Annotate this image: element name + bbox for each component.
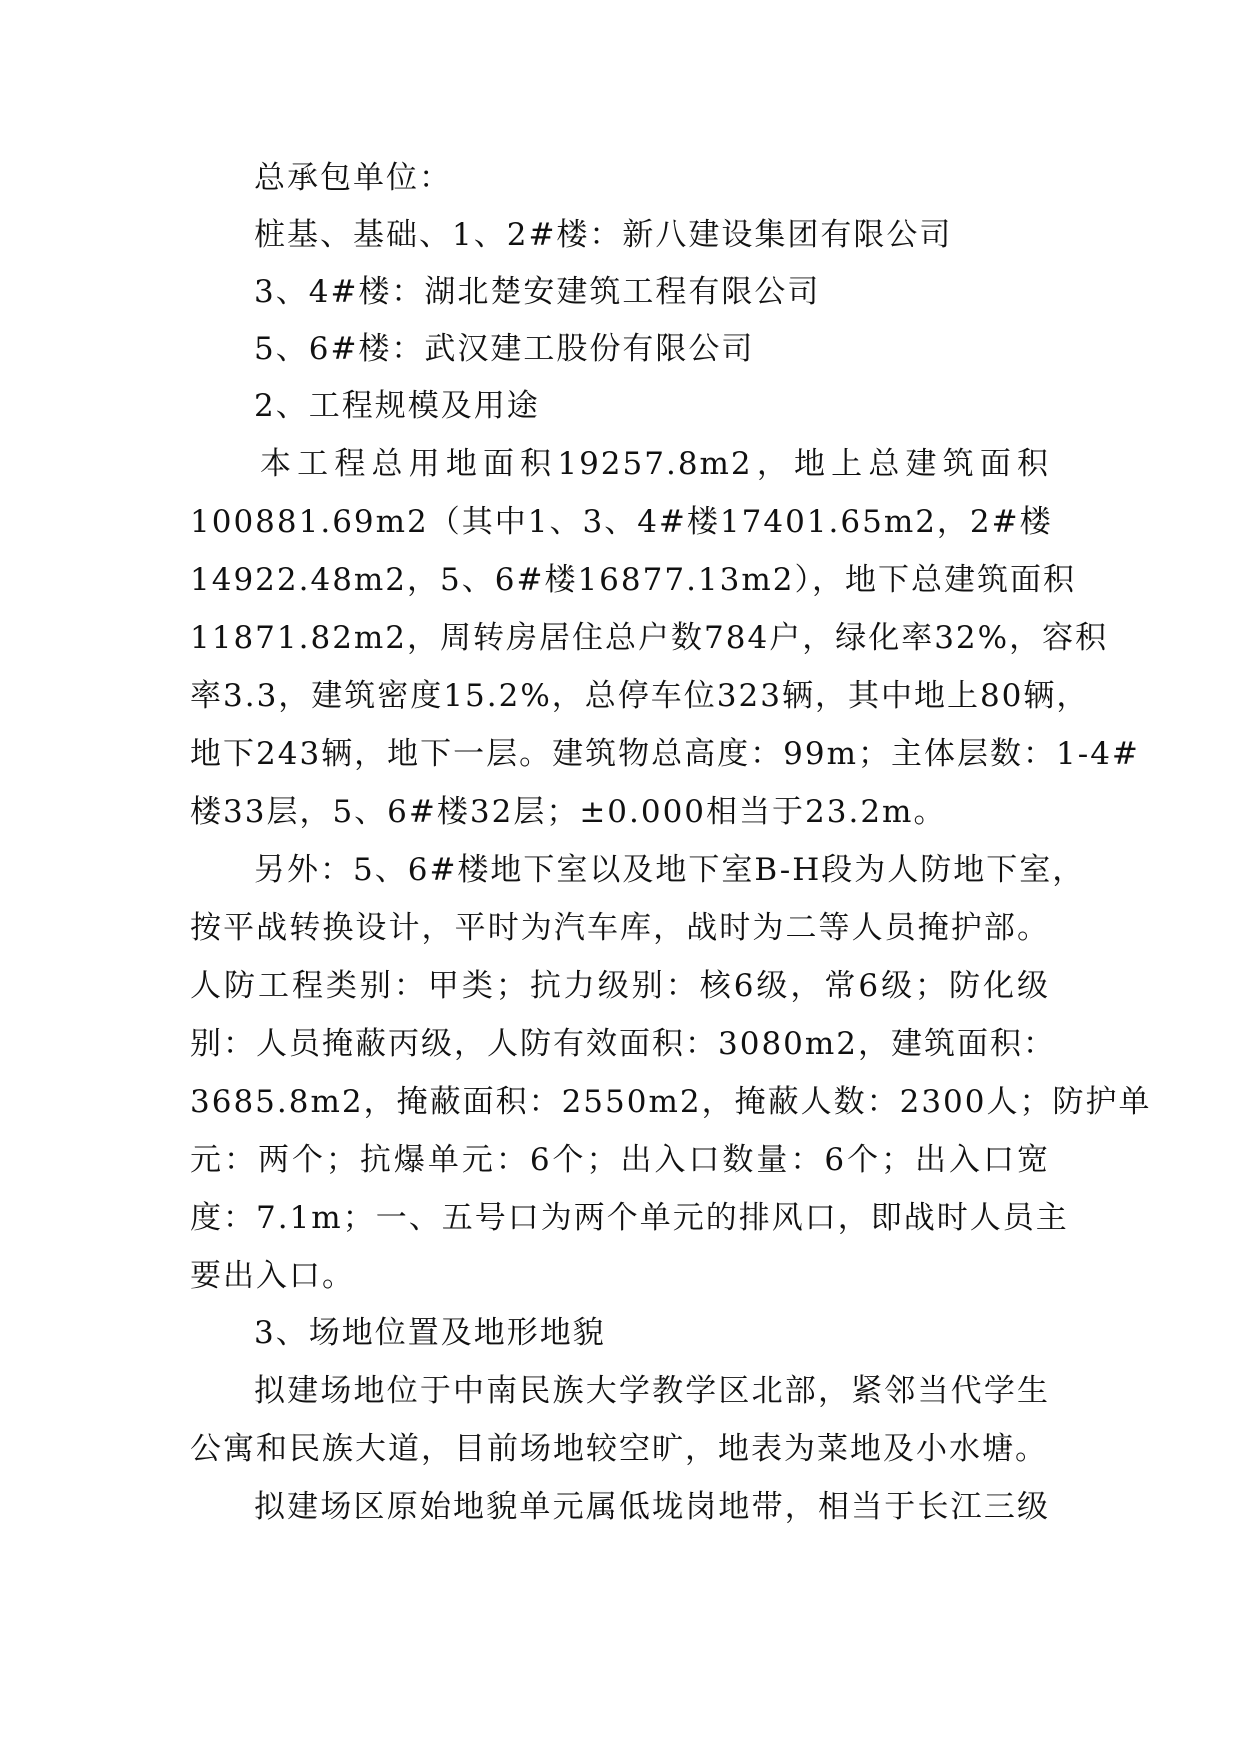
location-paragraph <box>190 1362 1050 1478</box>
contractor-building-3-4: 3、4#楼：湖北楚安建筑工程有限公司 <box>254 274 821 310</box>
contractor-building-5-6: 5、6#楼：武汉建工股份有限公司 <box>254 331 755 367</box>
scale-paragraph <box>190 435 1140 841</box>
document-body <box>190 150 1152 1536</box>
defense-line: 3685.8m2，掩蔽面积：2550m2，掩蔽人数：2300人；防护单 <box>190 1084 1152 1120</box>
defense-line: 要出入口。 <box>190 1258 355 1294</box>
defense-line: 别：人员掩蔽丙级，人防有效面积：3080m2，建筑面积： <box>190 1026 1057 1062</box>
section-heading-site: 3、场地位置及地形地貌 <box>254 1315 606 1351</box>
scale-line: 11871.82m2，周转房居住总户数784户，绿化率32%，容积 <box>190 620 1109 656</box>
defense-line: 人防工程类别：甲类；抗力级别：核6级，常6级；防化级 <box>190 968 1050 1004</box>
scale-line: 14922.48m2，5、6#楼16877.13m2），地下总建筑面积 <box>190 562 1076 598</box>
defense-line: 另外：5、6#楼地下室以及地下室B-H段为人防地下室， <box>254 852 1086 888</box>
location-line: 拟建场地位于中南民族大学教学区北部，紧邻当代学生 <box>254 1373 1050 1409</box>
contractor-foundation: 桩基、基础、1、2#楼：新八建设集团有限公司 <box>254 217 953 253</box>
location-line: 公寓和民族大道，目前场地较空旷，地表为菜地及小水塘。 <box>190 1431 1048 1467</box>
scale-line: 100881.69m2（其中1、3、4#楼17401.65m2，2#楼 <box>190 504 1053 540</box>
scale-line: 楼33层，5、6#楼32层；±0.000相当于23.2m。 <box>190 794 947 830</box>
scale-line: 率3.3，建筑密度15.2%，总停车位323辆，其中地上80辆， <box>190 678 1090 714</box>
defense-line: 度：7.1m；一、五号口为两个单元的排风口，即战时人员主 <box>190 1200 1069 1236</box>
defense-line: 按平战转换设计，平时为汽车库，战时为二等人员掩护部。 <box>190 910 1050 946</box>
scale-line: 本工程总用地面积19257.8m2，地上总建筑面积 <box>260 446 1050 482</box>
terrain-line: 拟建场区原始地貌单元属低垅岗地带，相当于长江三级 <box>254 1489 1050 1525</box>
defense-line: 元：两个；抗爆单元：6个；出入口数量：6个；出入口宽 <box>190 1142 1050 1178</box>
scale-line: 地下243辆，地下一层。建筑物总高度：99m；主体层数：1-4# <box>190 736 1140 772</box>
terrain-paragraph <box>190 1478 1050 1536</box>
civil-defense-paragraph <box>190 841 1152 1305</box>
section-heading-scale: 2、工程规模及用途 <box>254 388 540 424</box>
contractor-heading: 总承包单位： <box>254 160 452 196</box>
